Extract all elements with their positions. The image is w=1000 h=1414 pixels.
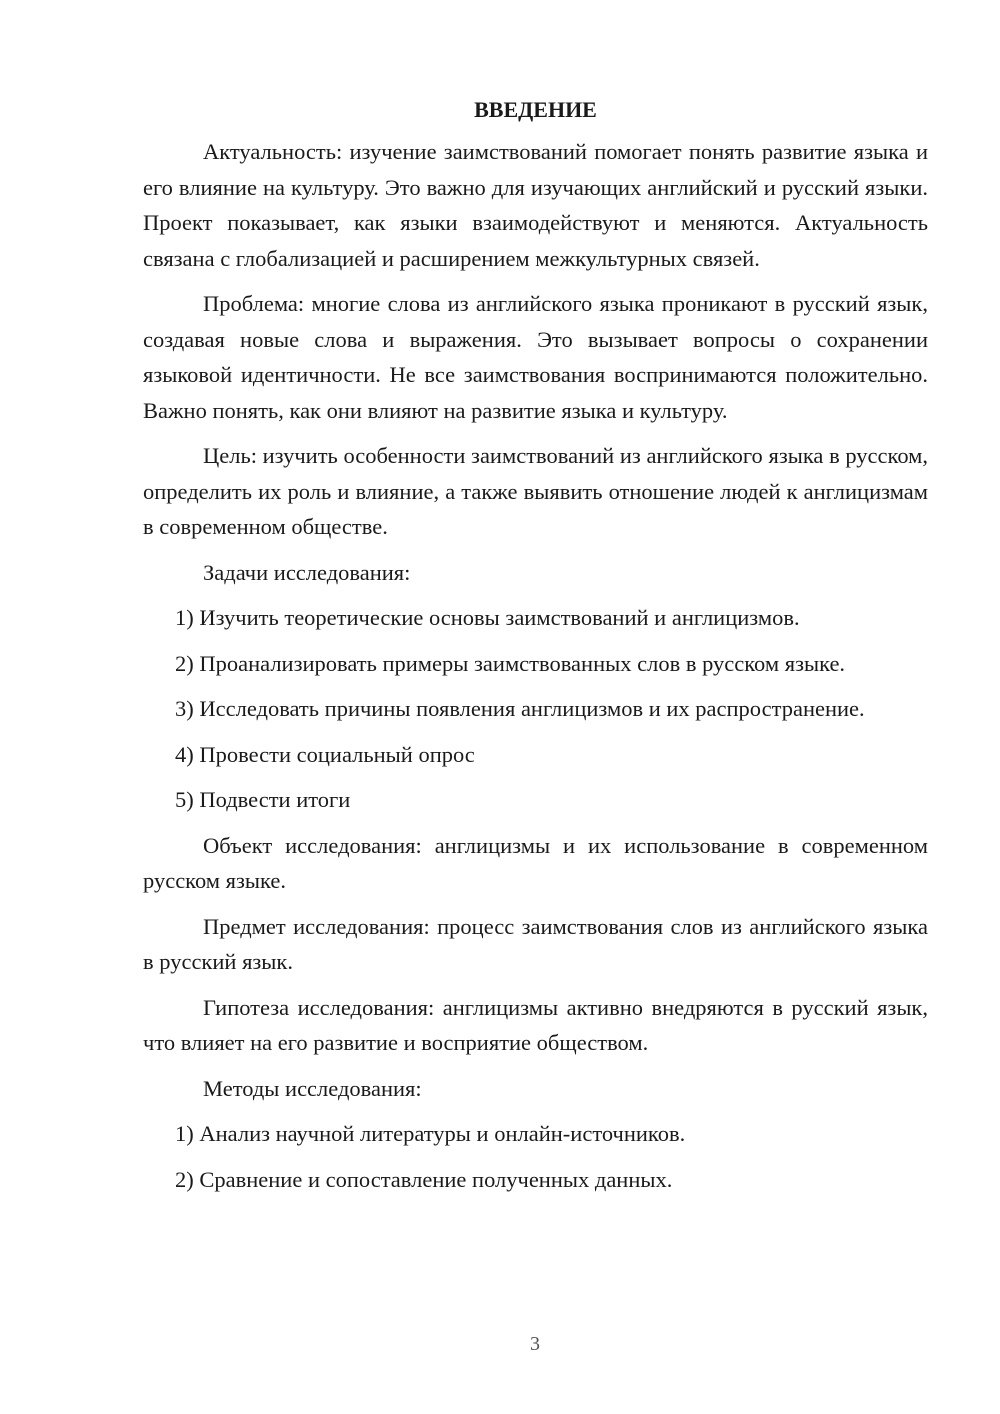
object-paragraph: Объект исследования: англицизмы и их использование в современном русском языке. <box>143 832 928 893</box>
task-item-1: 1) Изучить теоретические основы заимствований и англицизмов. <box>175 605 800 630</box>
method-item-2: 2) Сравнение и сопоставление полученных данных. <box>175 1166 673 1192</box>
document-page <box>143 92 928 1207</box>
method-item-1: 1) Анализ научной литературы и онлайн-источников. <box>175 1121 686 1146</box>
task-item-4: 4) Провести социальный опрос <box>175 741 475 767</box>
task-item-3: 3) Исследовать причины появления англицизмов и их распространение. <box>175 696 865 721</box>
methods-heading: Методы исследования: <box>203 1075 422 1101</box>
task-item-5: 5) Подвести итоги <box>175 787 351 812</box>
relevance-paragraph: Актуальность: изучение заимствований помогает понять развитие языка и его влияние на культуру. Это важно для изучающих английский и русский языки. Проект показывает, как языки взаимодействуют и меняются. Актуальность связана с глобализацией и расширением межкультурных связей. <box>143 139 928 271</box>
subject-paragraph: Предмет исследования: процесс заимствования слов из английского языка в русский язык. <box>143 913 928 974</box>
page-number: 3 <box>530 1333 540 1355</box>
section-title: ВВЕДЕНИЕ <box>474 97 597 122</box>
task-item-2: 2) Проанализировать примеры заимствованных слов в русском языке. <box>175 650 846 676</box>
problem-paragraph: Проблема: многие слова из английского языка проникают в русский язык, создавая новые слова и выражения. Это вызывает вопросы о сохранении языковой идентичности. Не все заимствования воспринимаются положительно. Важно понять, как они влияют на развитие языка и культуру. <box>143 291 928 423</box>
hypothesis-paragraph: Гипотеза исследования: англицизмы активно внедряются в русский язык, что влияет на его развитие и восприятие обществом. <box>143 994 928 1055</box>
goal-paragraph: Цель: изучить особенности заимствований из английского языка в русском, определить их роль и влияние, а также выявить отношение людей к англицизмам в современном обществе. <box>143 443 928 539</box>
tasks-heading: Задачи исследования: <box>203 559 411 585</box>
